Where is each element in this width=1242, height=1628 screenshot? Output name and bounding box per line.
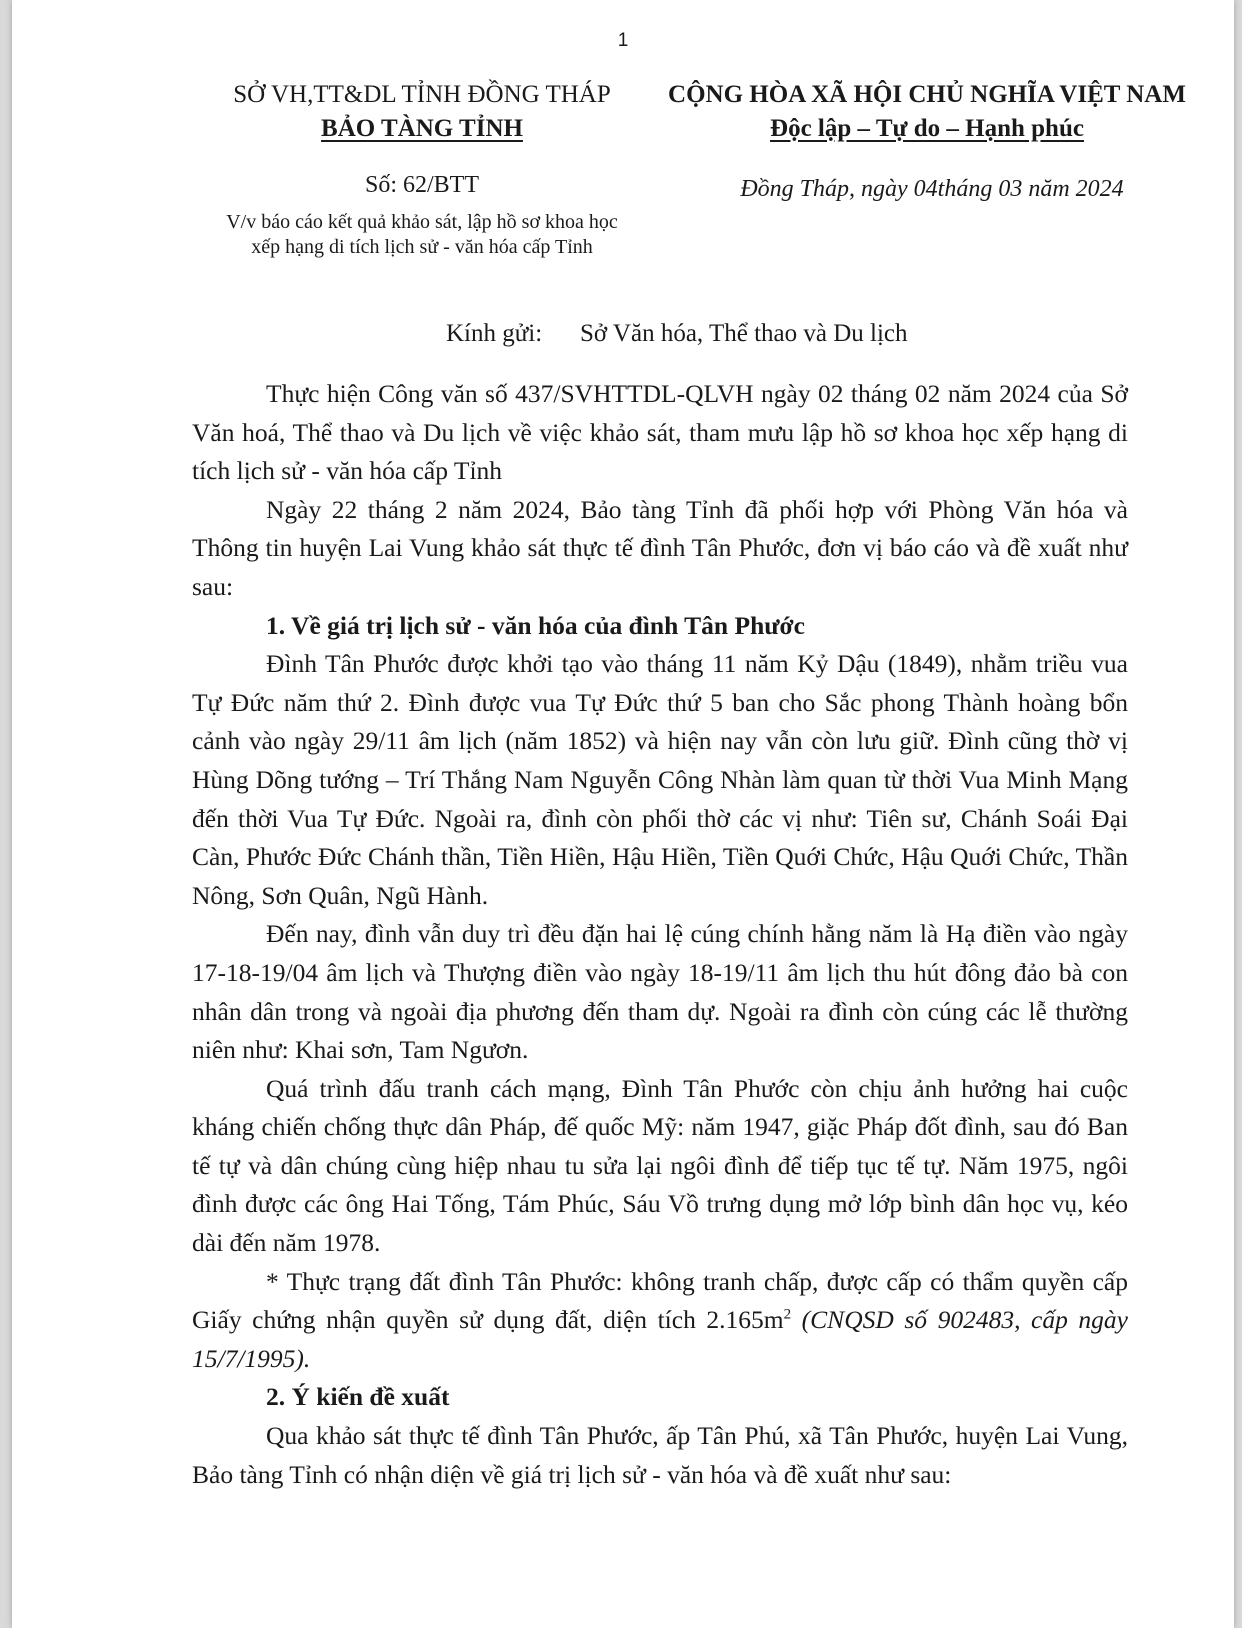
recipient-label: Kính gửi: (446, 320, 543, 347)
subject-line-1: V/v báo cáo kết quả khảo sát, lập hồ sơ khoa học (226, 211, 618, 233)
document-page (12, 0, 1234, 1628)
paragraph-survey: Ngày 22 tháng 2 năm 2024, Bảo tàng Tỉnh đã phối hợp với Phòng Văn hóa và Thông tin huyện Lai Vung khảo sát thực tế đình Tân Phước, đơn vị báo cáo và đề xuất như sau: (192, 494, 1128, 601)
issuing-agency: BẢO TÀNG TỈNH (321, 115, 523, 142)
area-unit-superscript: 2 (783, 1306, 792, 1323)
agency-header (192, 78, 652, 146)
national-header (662, 78, 1192, 146)
place-date-line: Đồng Tháp, ngày 04tháng 03 năm 2024 (740, 176, 1124, 202)
document-number: Số: 62/BTT (364, 172, 479, 198)
page-number: 1 (617, 30, 629, 51)
paragraph-reference: Thực hiện Công văn số 437/SVHTTDL-QLVH ngày 02 tháng 02 năm 2024 của Sở Văn hoá, Thể thao và Du lịch về việc khảo sát, tham mưu lập hồ sơ khoa học xếp hạng di tích lịch sử - văn hóa cấp Tỉnh (192, 379, 1128, 486)
paragraph-history: Đình Tân Phước được khởi tạo vào tháng 11 năm Kỷ Dậu (1849), nhằm triều vua Tự Đức năm thứ 2. Đình được vua Tự Đức thứ 5 ban cho Sắc phong Thành hoàng bổn cảnh vào ngày 29/11 âm lịch (năm 1852) và hiện nay vẫn còn lưu giữ. Đình cũng thờ vị Hùng Dõng tướng – Trí Thắng Nam Nguyễn Công Nhàn làm quan từ thời Vua Minh Mạng đến thời Vua Tự Đức. Ngoài ra, đình còn phối thờ các vị như: Tiên sư, Chánh Soái Đại Càn, Phước Đức Chánh thần, Tiền Hiền, Hậu Hiền, Tiền Quới Chức, Hậu Quới Chức, Thần Nông, Sơn Quân, Ngũ Hành. (192, 649, 1128, 910)
section-heading-2: 2. Ý kiến đề xuất (266, 1382, 450, 1412)
recipient-line (446, 320, 908, 348)
document-subject (172, 210, 672, 260)
paragraph-ceremonies: Đến nay, đình vẫn duy trì đều đặn hai lệ cúng chính hằng năm là Hạ điền vào ngày 17-18-19/04 âm lịch và Thượng điền vào ngày 18-19/11 âm lịch thu hút đông đảo bà con nhân dân trong và ngoài địa phương đến tham dự. Ngoài ra đình còn cúng các lễ thường niên như: Khai sơn, Tam Ngươn. (192, 919, 1128, 1065)
subject-line-2: xếp hạng di tích lịch sử - văn hóa cấp Tỉnh (251, 236, 593, 258)
document-body (192, 375, 1128, 1494)
land-certificate-note: (CNQSD số 902483, cấp ngày 15/7/1995). (192, 1305, 1128, 1373)
section-heading-1: 1. Về giá trị lịch sử - văn hóa của đình Tân Phước (266, 610, 805, 640)
paragraph-proposal: Qua khảo sát thực tế đình Tân Phước, ấp Tân Phú, xã Tân Phước, huyện Lai Vung, Bảo tàng Tỉnh có nhận diện về giá trị lịch sử - văn hóa và đề xuất như sau: (192, 1421, 1128, 1489)
country-name: CỘNG HÒA XÃ HỘI CHỦ NGHĨA VIỆT NAM (668, 81, 1186, 108)
land-status-text: * Thực trạng đất đình Tân Phước: không tranh chấp, được cấp có thẩm quyền cấp Giấy chứng nhận quyền sử dụng đất, diện tích 2.165m (192, 1266, 1128, 1335)
recipient-name: Sở Văn hóa, Thể thao và Du lịch (580, 320, 908, 347)
paragraph-revolution: Quá trình đấu tranh cách mạng, Đình Tân Phước còn chịu ảnh hưởng hai cuộc kháng chiến chống thực dân Pháp, đế quốc Mỹ: năm 1947, giặc Pháp đốt đình, sau đó Ban tế tự và dân chúng cùng hiệp nhau tu sửa lại ngôi đình để tiếp tục tế tự. Năm 1975, ngôi đình được các ông Hai Tống, Tám Phúc, Sáu Vồ trưng dụng mở lớp bình dân học vụ, kéo dài đến năm 1978. (192, 1073, 1128, 1258)
national-motto: Độc lập – Tự do – Hạnh phúc (770, 115, 1084, 142)
parent-agency: SỞ VH,TT&DL TỈNH ĐỒNG THÁP (233, 81, 611, 108)
paragraph-land-status (192, 1263, 1128, 1379)
